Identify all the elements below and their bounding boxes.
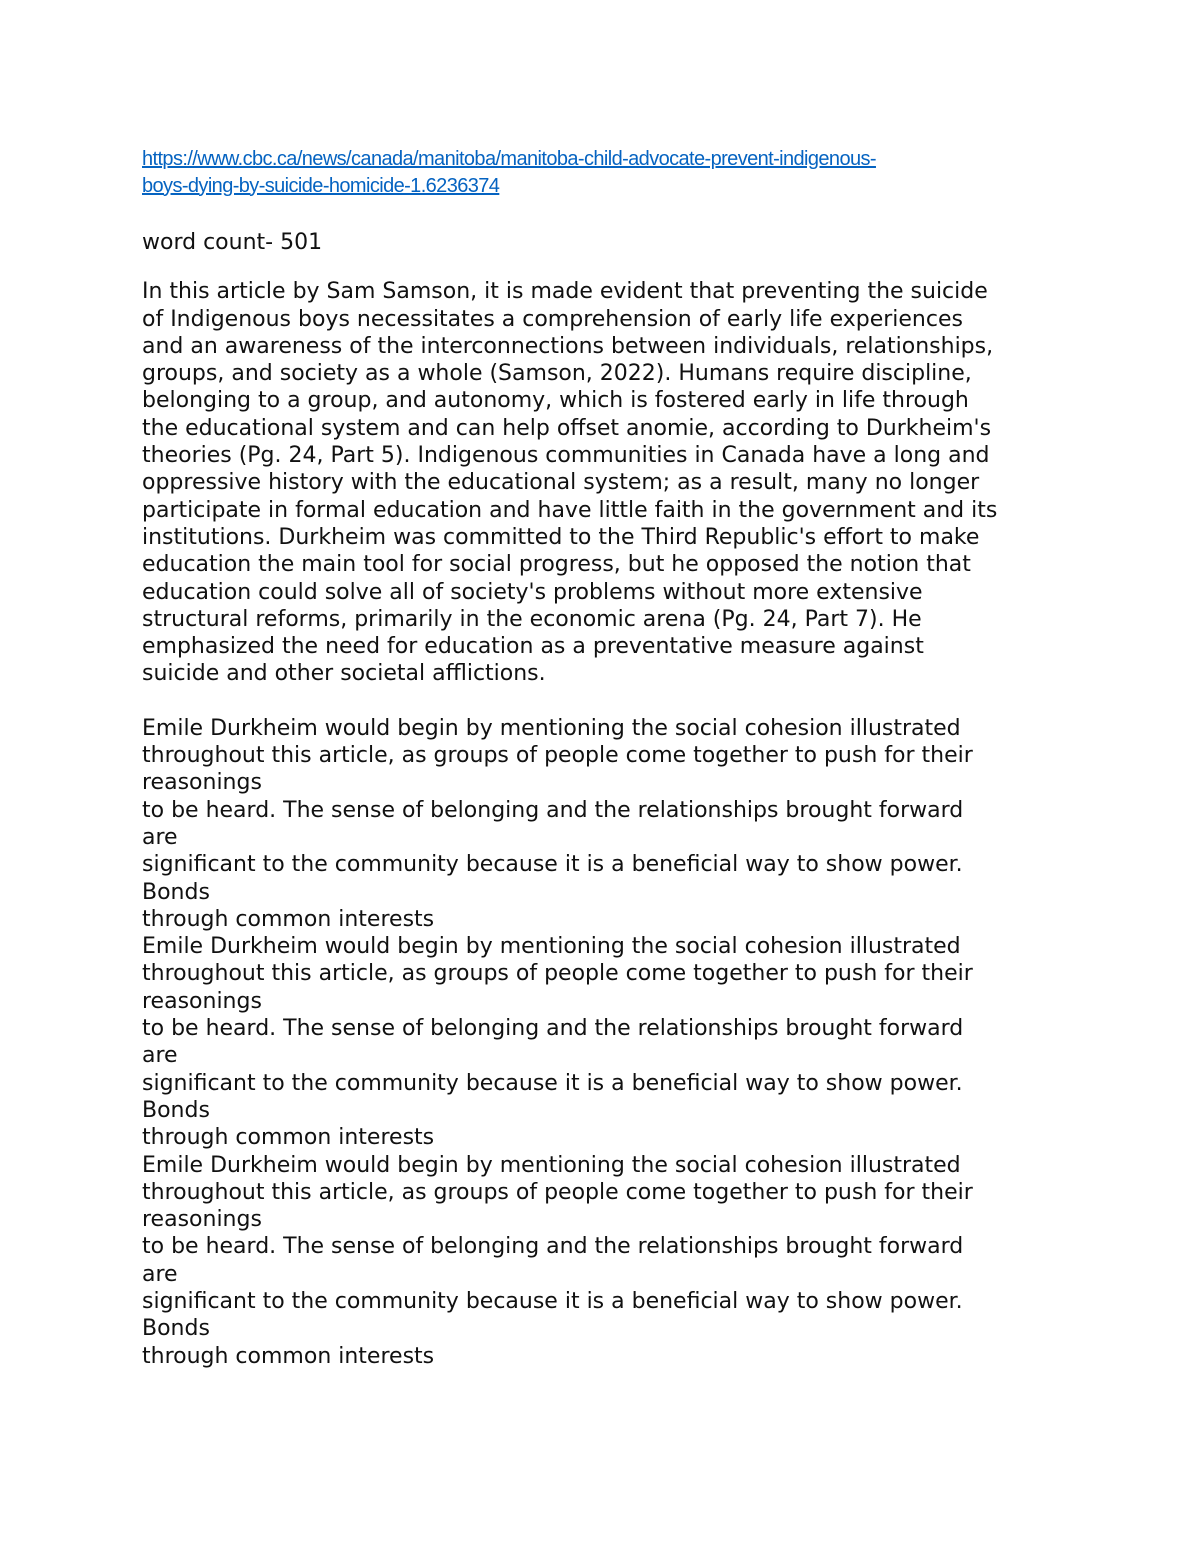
text-line: to be heard. The sense of belonging and the relationships brought forward bbox=[142, 1234, 964, 1260]
text-line: theories (Pg. 24, Part 5). Indigenous communities in Canada have a long and bbox=[142, 443, 990, 469]
text-line: to be heard. The sense of belonging and the relationships brought forward bbox=[142, 797, 964, 823]
text-line: education could solve all of society's problems without more extensive bbox=[142, 579, 923, 605]
source-link-line[interactable]: boys-dying-by-suicide-homicide-1.6236374 bbox=[142, 174, 500, 197]
text-line: throughout this article, as groups of people come together to push for their bbox=[142, 1179, 973, 1205]
text-line: significant to the community because it is a beneficial way to show power. bbox=[142, 1288, 963, 1314]
text-line: oppressive history with the educational system; as a result, many no longer bbox=[142, 470, 980, 496]
text-line: throughout this article, as groups of people come together to push for their bbox=[142, 961, 973, 987]
source-link[interactable] bbox=[142, 146, 1102, 199]
text-line: Emile Durkheim would begin by mentioning the social cohesion illustrated bbox=[142, 715, 961, 741]
text-line: emphasized the need for education as a preventative measure against bbox=[142, 634, 924, 660]
paragraph-analysis bbox=[142, 278, 1102, 687]
text-line: and an awareness of the interconnections between individuals, relationships, bbox=[142, 333, 994, 359]
text-line: Bonds bbox=[142, 1316, 210, 1342]
text-line: Bonds bbox=[142, 1097, 210, 1123]
text-line: Emile Durkheim would begin by mentioning the social cohesion illustrated bbox=[142, 1152, 961, 1178]
text-line: of Indigenous boys necessitates a comprehension of early life experiences bbox=[142, 306, 963, 332]
text-line: Bonds bbox=[142, 879, 210, 905]
text-line: groups, and society as a whole (Samson, 2022). Humans require discipline, bbox=[142, 361, 972, 387]
text-line: belonging to a group, and autonomy, which is fostered early in life through bbox=[142, 388, 969, 414]
text-line: the educational system and can help offset anomie, according to Durkheim's bbox=[142, 415, 992, 441]
text-line: reasonings bbox=[142, 770, 262, 796]
text-line: through common interests bbox=[142, 1125, 435, 1151]
text-line: throughout this article, as groups of people come together to push for their bbox=[142, 743, 973, 769]
text-line: education the main tool for social progress, but he opposed the notion that bbox=[142, 552, 971, 578]
text-line: participate in formal education and have little faith in the government and its bbox=[142, 497, 998, 523]
text-line: are bbox=[142, 1043, 178, 1069]
text-line: to be heard. The sense of belonging and the relationships brought forward bbox=[142, 1016, 964, 1042]
text-line: structural reforms, primarily in the economic arena (Pg. 24, Part 7). He bbox=[142, 606, 922, 632]
paragraph-durkheim-cohesion bbox=[142, 715, 1102, 1370]
text-line: through common interests bbox=[142, 1343, 435, 1369]
text-line: are bbox=[142, 1261, 178, 1287]
text-line: Emile Durkheim would begin by mentioning the social cohesion illustrated bbox=[142, 934, 961, 960]
word-count: word count- 501 bbox=[142, 230, 323, 255]
text-line: institutions. Durkheim was committed to the Third Republic's effort to make bbox=[142, 524, 980, 550]
document-body bbox=[142, 146, 1102, 1370]
text-line: reasonings bbox=[142, 988, 262, 1014]
text-line: suicide and other societal afflictions. bbox=[142, 661, 546, 687]
text-line: significant to the community because it is a beneficial way to show power. bbox=[142, 852, 963, 878]
text-line: significant to the community because it is a beneficial way to show power. bbox=[142, 1070, 963, 1096]
text-line: reasonings bbox=[142, 1207, 262, 1233]
text-line: In this article by Sam Samson, it is made evident that preventing the suicide bbox=[142, 279, 988, 305]
text-line: through common interests bbox=[142, 906, 435, 932]
text-line: are bbox=[142, 824, 178, 850]
source-link-line[interactable]: https://www.cbc.ca/news/canada/manitoba/manitoba-child-advocate-prevent-indigenous- bbox=[142, 148, 876, 170]
